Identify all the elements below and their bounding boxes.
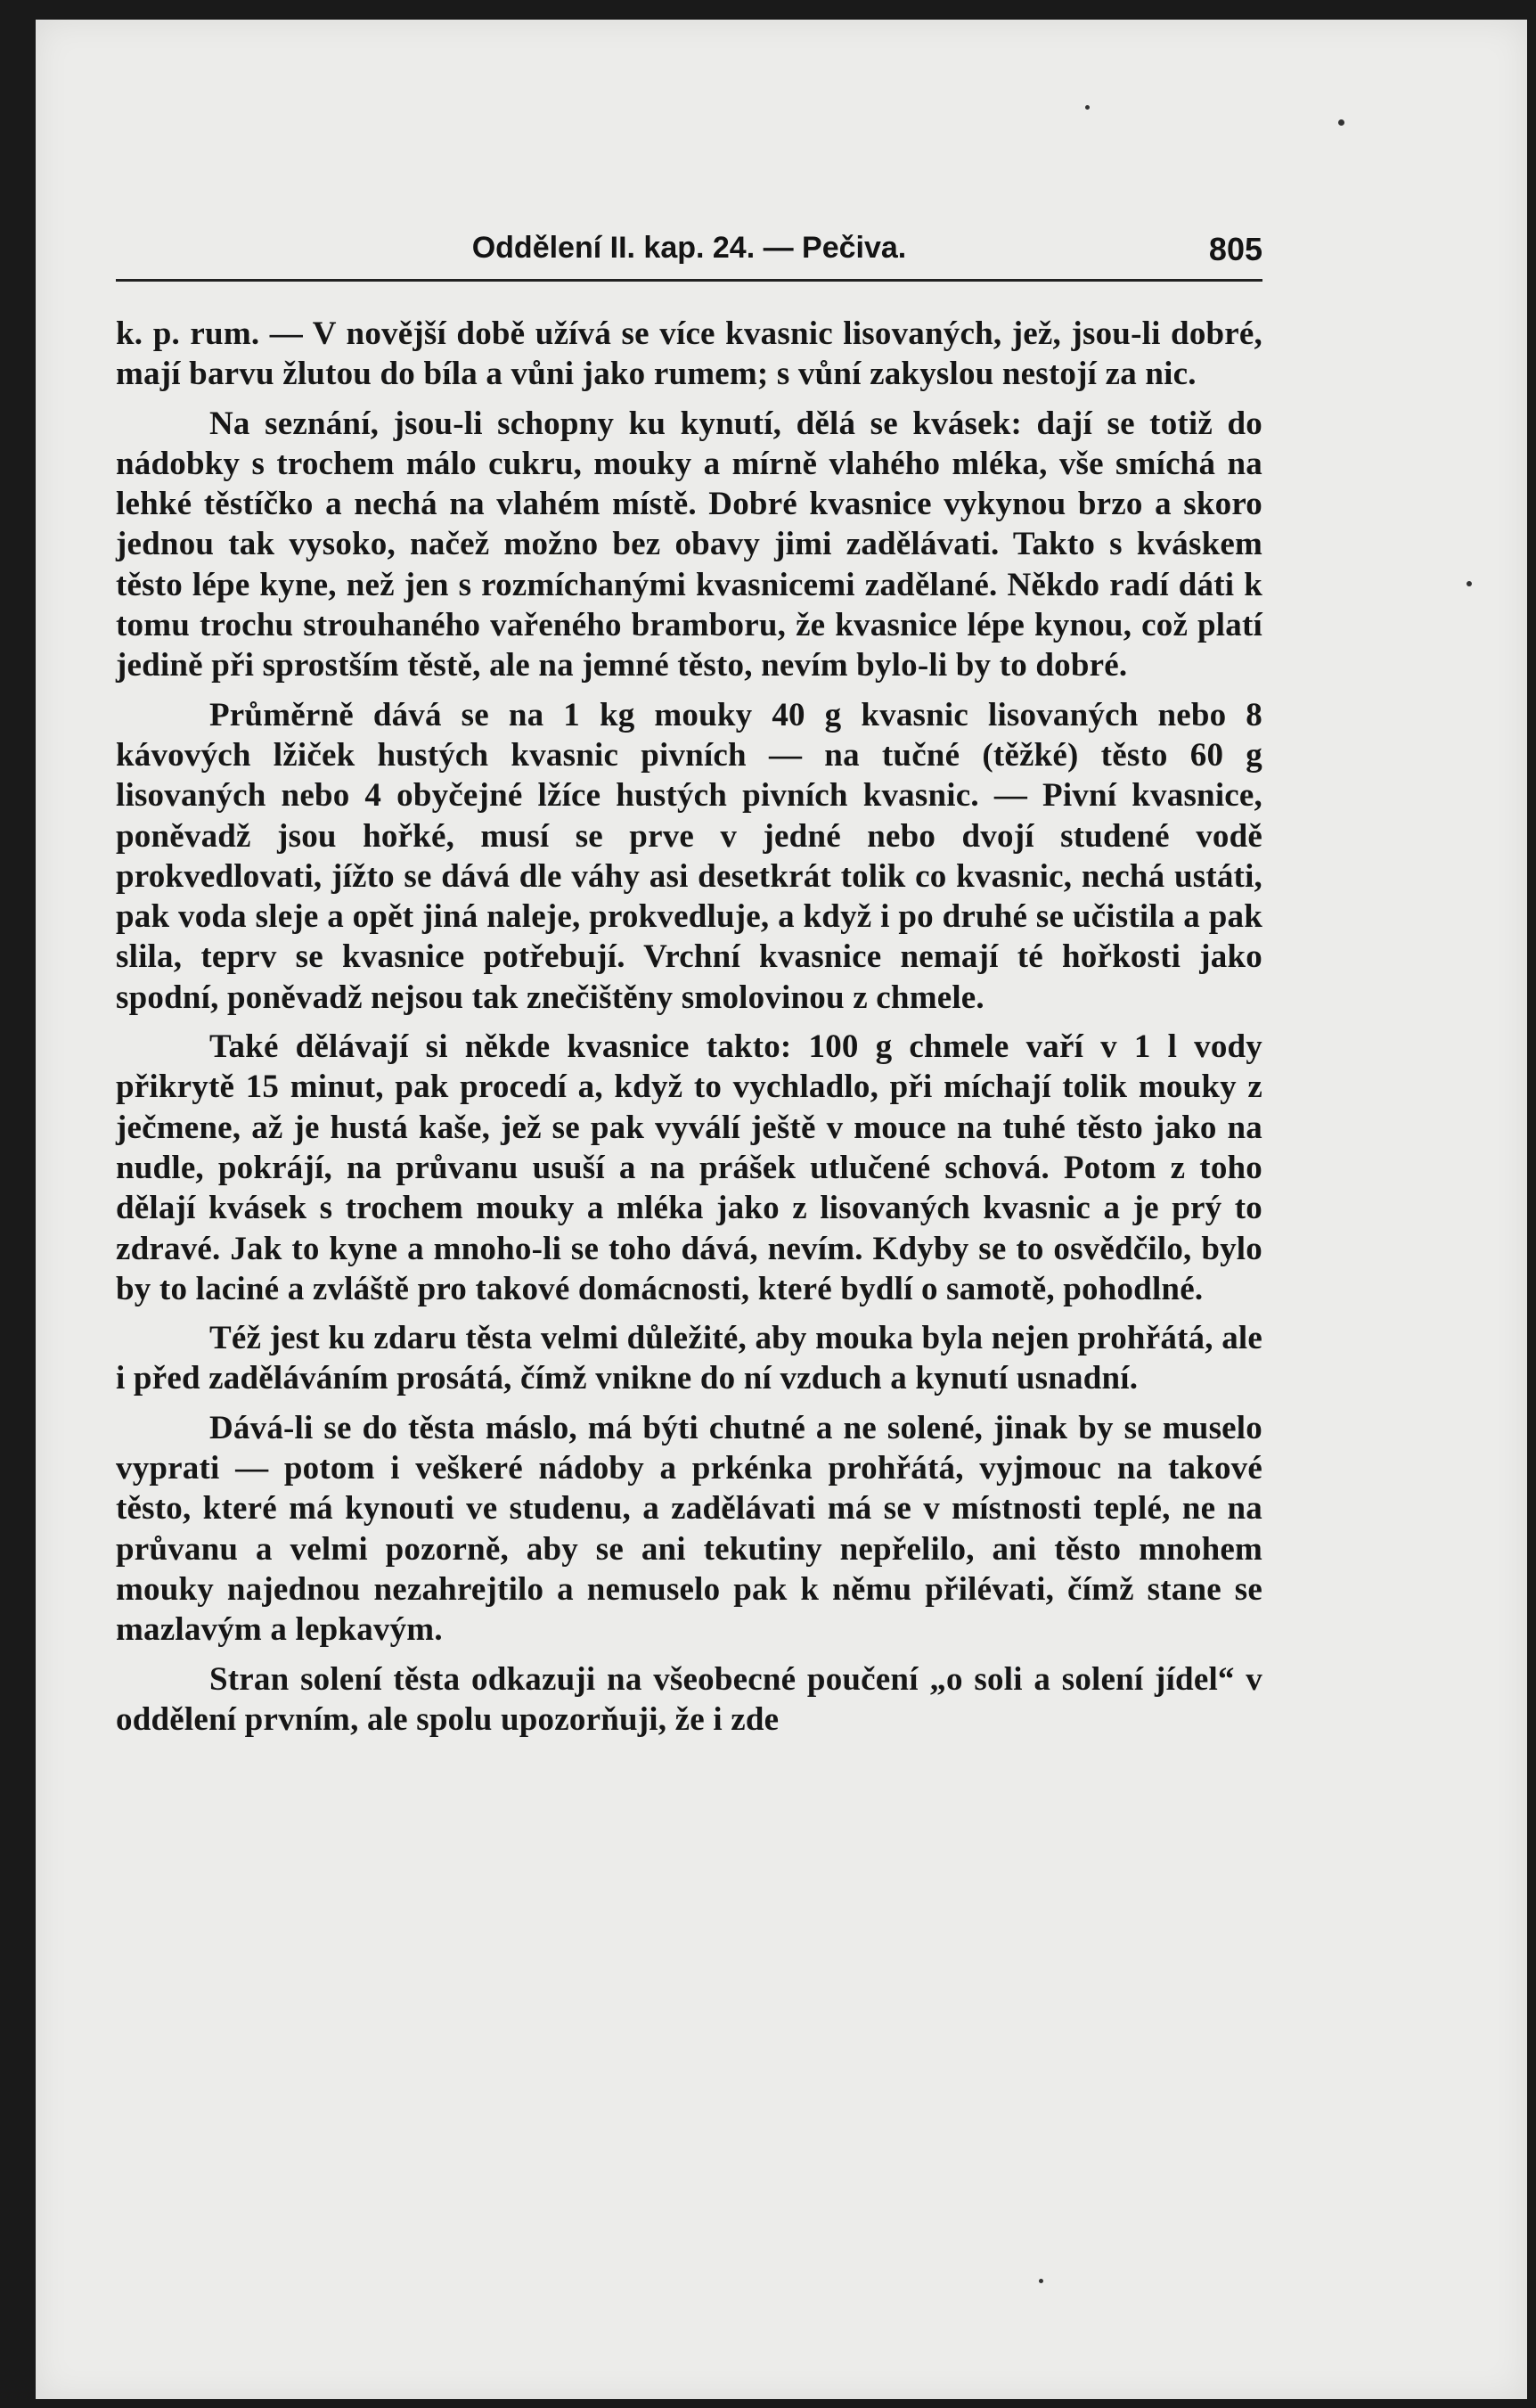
paragraph-tez: Též jest ku zdaru těsta velmi důležité, aby mouka byla nejen prohřátá, ale i před zaděláváním prosátá, čímž vnikne do ní vzduch a kynutí usnadní. — [116, 1320, 1262, 1397]
paragraph-maslo: Dává-li se do těsta máslo, má býti chutné a ne solené, jinak by se muselo vyprati — potom i veškeré nádoby a prkénka prohřátá, vyjmouc na takové těsto, které má kynouti ve studenu, a zadělávati má se v místnosti teplé, ne na průvanu a velmi pozorně, aby se ani tekutiny nepřelilo, ani těsto mnohem mouky najednou nezahrejtilo a nemuselo pak k němu přilévati, čímž stane se mazlavým a lepkavým. — [116, 1409, 1262, 1649]
paragraph-take: Také dělávají si někde kvasnice takto: 100 g chmele vaří v 1 l vody přikrytě 15 minut, pak procedí a, když to vychladlo, při míchají tolik mouky z ječmene, až je hustá kaše, jež se pak vyválí ještě v mouce na tuhé těsto jako na nudle, pokrájí, na průvanu usuší a na prášek utlučené schová. Potom z toho dělají kvásek s trochem mouky a mléka jako z lisovaných kvasnic a je prý to zdravé. Jak to kyne a mnoho-li se toho dává, nevím. Kdyby se to osvědčilo, bylo by to laciné a zvláště pro takové domácnosti, které bydlí o samotě, pohodlné. — [116, 1028, 1262, 1307]
print-speck — [1338, 119, 1344, 126]
paragraph-kvasek: Na seznání, jsou-li schopny ku kynutí, dělá se kvásek: dají se totiž do nádobky s trochem málo cukru, mouky a mírně vlahého mléka, vše smíchá na lehké těstíčko a nechá na vlahém místě. Dobré kvasnice vykynou brzo a skoro jednou tak vysoko, načež možno bez obavy jimi zadělávati. Takto s kváskem těsto lépe kyne, než jen s rozmíchanými kvasnicemi zadělané. Někdo radí dáti k tomu trochu strouhaného vařeného bramboru, že kvasnice lépe kynou, což platí jedině při sprostším těstě, ale na jemné těsto, nevím bylo-li by to dobré. — [116, 405, 1262, 684]
body-text — [116, 314, 1262, 1740]
print-speck — [1085, 105, 1090, 110]
page-number: 805 — [1208, 231, 1262, 267]
print-speck — [1039, 2279, 1043, 2283]
print-speck — [1467, 581, 1472, 586]
running-head: Oddělení II. kap. 24. — Pečiva. — [471, 231, 907, 265]
paragraph-soleni: Stran solení těsta odkazuji na všeobecné poučení „o soli a solení jídel“ v oddělení prvním, ale spolu upozorňuji, že i zde — [116, 1660, 1262, 1738]
paragraph-continued: k. p. rum. — V novější době užívá se více kvasnic lisovaných, jež, jsou-li dobré, mají barvu žlutou do bíla a vůni jako rumem; s vůní zakyslou nestojí za nic. — [116, 315, 1262, 393]
paragraph-prumerne: Průměrně dává se na 1 kg mouky 40 g kvasnic lisovaných nebo 8 kávových lžiček hustých kvasnic pivních — na tučné (těžké) těsto 60 g lisovaných nebo 4 obyčejné lžíce hustých pivních kvasnic. — Pivní kvasnice, poněvadž jsou hořké, musí se prve v jedné nebo dvojí studené vodě prokvedlovati, jížto se dává dle váhy asi desetkrát tolik co kvasnic, nechá ustáti, pak voda sleje a opět jiná naleje, prokvedluje, a když i po druhé se učistila a pak slila, teprv se kvasnice potřebují. Vrchní kvasnice nemají té hořkosti jako spodní, poněvadž nejsou tak znečištěny smolovinou z chmele. — [116, 696, 1262, 1016]
page-header — [116, 218, 1262, 282]
book-page — [36, 20, 1527, 2399]
